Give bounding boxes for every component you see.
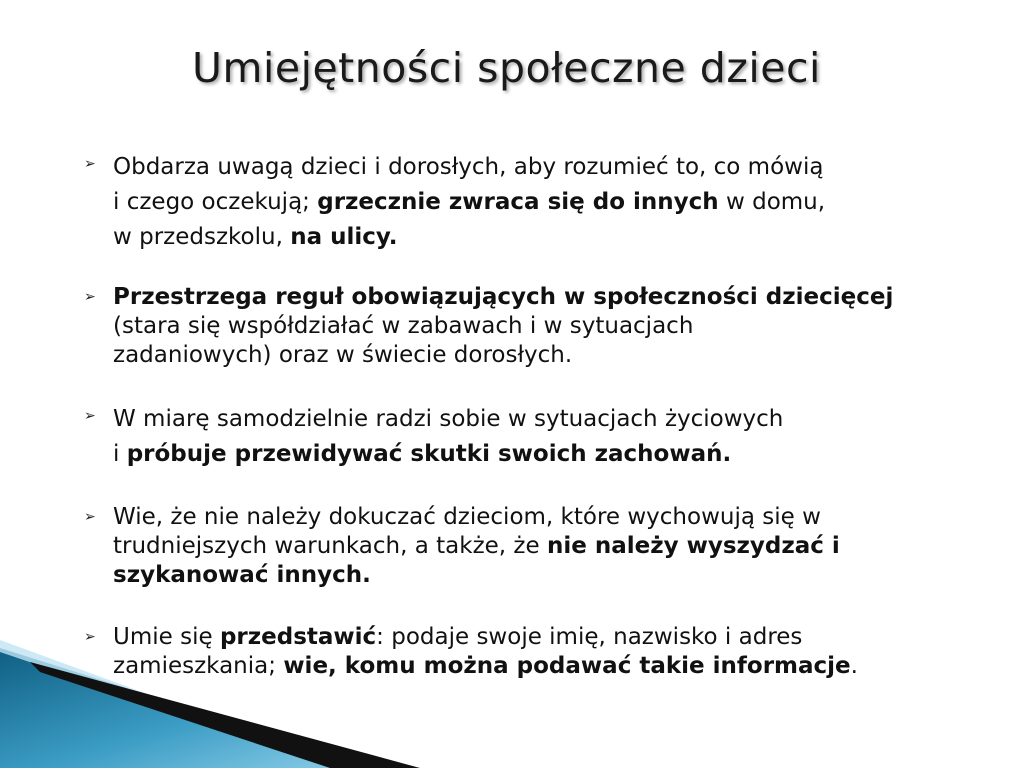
bold-text-run: szykanować innych.	[113, 562, 371, 588]
text-line	[113, 402, 989, 437]
text-run: i	[113, 441, 127, 467]
bullet-text	[113, 283, 989, 370]
text-run: .	[850, 653, 858, 679]
text-line	[113, 532, 989, 561]
arrow-bullet-icon: ➢	[84, 629, 96, 645]
bullet-text	[113, 623, 989, 681]
arrow-bullet-icon: ➢	[84, 509, 96, 525]
arrow-bullet-icon: ➢	[84, 156, 96, 172]
bullet-text	[113, 150, 989, 255]
bullet-text	[113, 503, 989, 590]
text-run: : podaje swoje imię, nazwisko i adres	[376, 624, 803, 650]
arrow-bullet-icon: ➢	[84, 408, 96, 424]
text-line	[113, 312, 989, 341]
slide-title: Umiejętności społeczne dzieci	[192, 44, 821, 92]
text-run: Umie się	[113, 624, 220, 650]
text-run: zamieszkania;	[113, 653, 284, 679]
text-run: zadaniowych) oraz w świecie dorosłych.	[113, 342, 573, 368]
bold-text-run: próbuje przewidywać skutki swoich zachowań.	[126, 441, 732, 467]
text-run: w przedszkolu,	[113, 224, 291, 250]
bold-text-run: nie należy wyszydzać i	[546, 533, 840, 559]
arrow-bullet-icon: ➢	[84, 289, 96, 305]
text-line	[113, 652, 989, 681]
bold-text-run: przedstawić	[219, 624, 377, 650]
text-run: (stara się współdziałać w zabawach i w sytuacjach	[113, 313, 694, 339]
text-run: w domu,	[718, 189, 826, 215]
bold-text-run: grzecznie zwraca się do innych	[317, 189, 719, 215]
text-line	[113, 623, 989, 652]
text-run: trudniejszych warunkach, a także, że	[113, 533, 547, 559]
text-line	[113, 437, 989, 472]
text-run: i czego oczekują;	[113, 189, 318, 215]
bold-text-run: wie, komu można podawać takie informacje	[283, 653, 851, 679]
text-line	[113, 185, 989, 220]
text-run: W miarę samodzielnie radzi sobie w sytuacjach życiowych	[113, 406, 784, 432]
text-line	[113, 561, 989, 590]
text-line	[113, 150, 989, 185]
text-run: Wie, że nie należy dokuczać dzieciom, które wychowują się w	[113, 504, 821, 530]
bold-text-run: Przestrzega reguł obowiązujących w społeczności dziecięcej	[113, 284, 894, 310]
text-line	[113, 503, 989, 532]
bullet-text	[113, 402, 989, 472]
text-run: Obdarza uwagą dzieci i dorosłych, aby rozumieć to, co mówią	[113, 154, 824, 180]
text-line	[113, 341, 989, 370]
bold-text-run: na ulicy.	[290, 224, 398, 250]
text-line	[113, 220, 989, 255]
text-line	[113, 283, 989, 312]
